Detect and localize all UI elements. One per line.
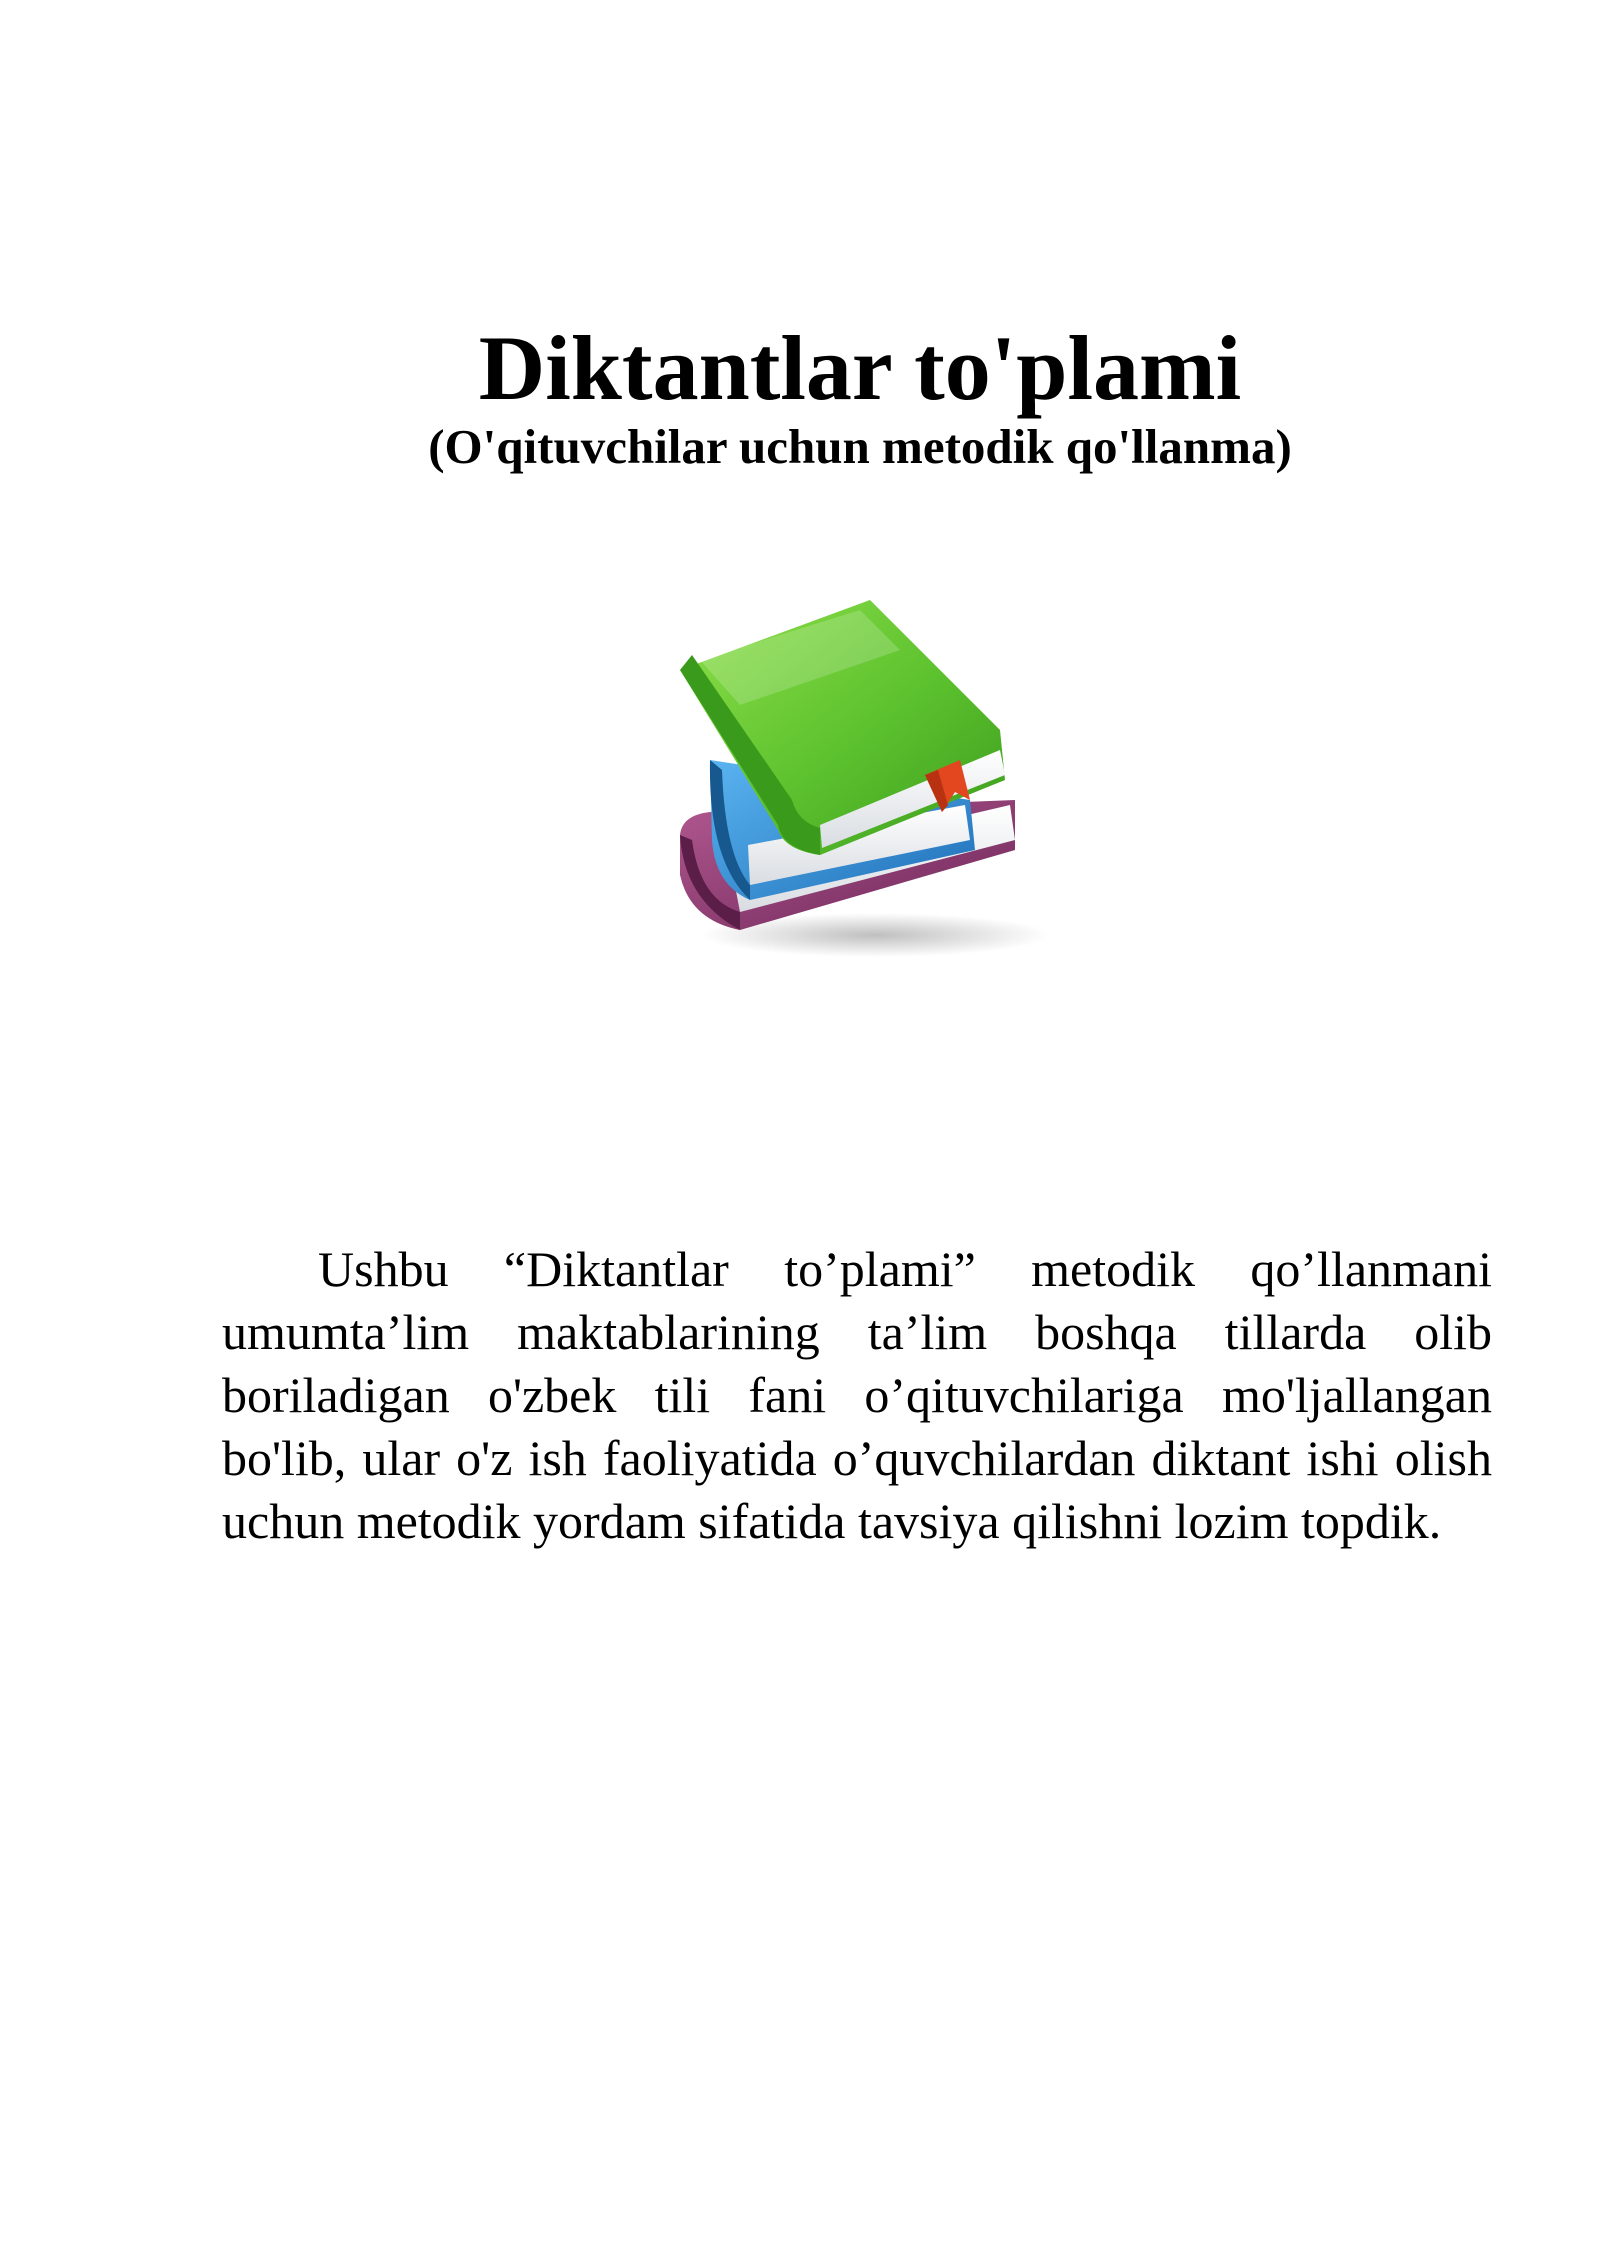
- intro-paragraph: Ushbu “Diktantlar to’plami” metodik qo’llanmani umumta’lim maktablarining ta’lim boshqa tillarda olib boriladigan o'zbek tili fani o’qituvchilariga mo'ljallangan bo'lib, ular o'z ish faoliyatida o’quvchilardan diktant ishi olish uchun metodik yordam sifatida tavsiya qilishni lozim topdik.: [222, 1241, 1492, 1549]
- stack-of-books-icon: [670, 600, 1050, 960]
- document-subtitle: (O'qituvchilar uchun metodik qo'llanma): [428, 419, 1292, 474]
- document-title: Diktantlar to'plami: [478, 317, 1242, 419]
